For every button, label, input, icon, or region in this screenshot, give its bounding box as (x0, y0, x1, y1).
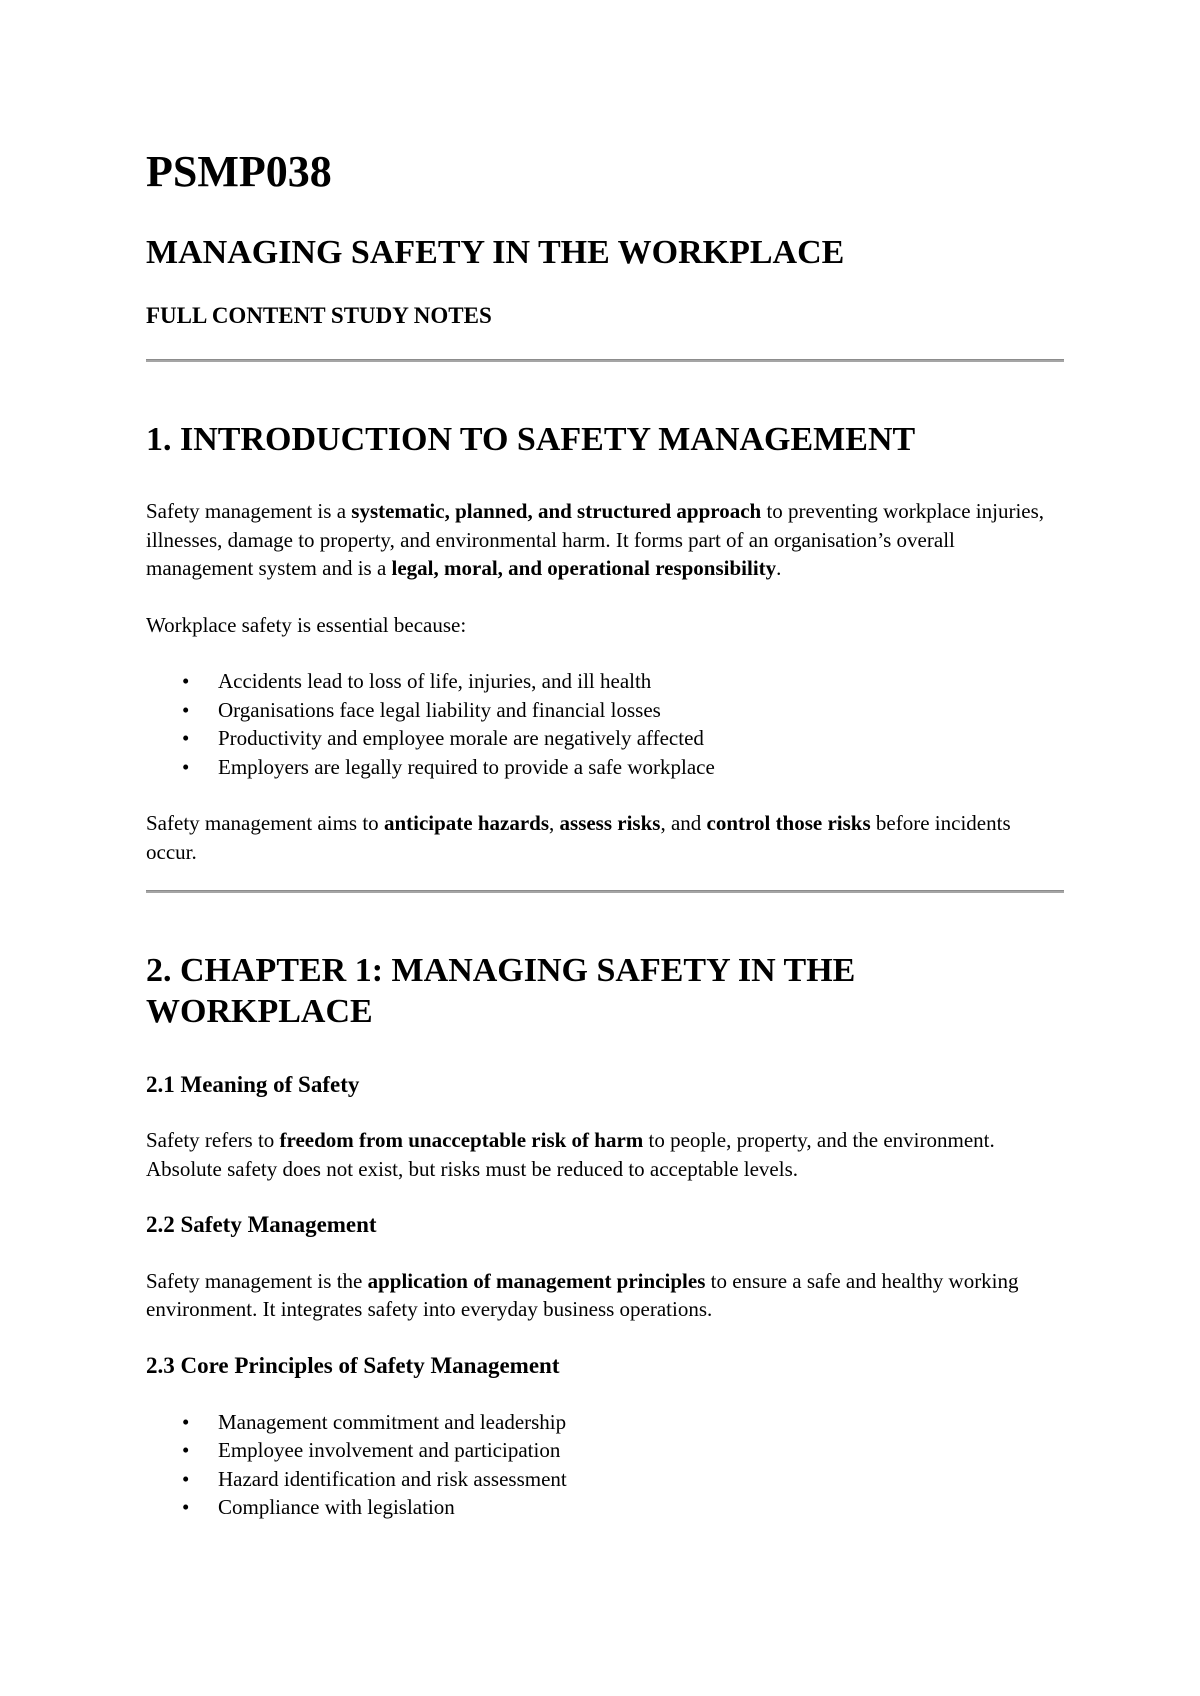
text-run: before incidents occur. (146, 811, 1011, 864)
section-1-bullet-list (146, 667, 1064, 781)
bullet-icon: • (182, 1409, 190, 1434)
document-code: PSMP038 (146, 147, 332, 196)
list-item (146, 1465, 1064, 1494)
bold-run: systematic, planned, and structured approach (351, 499, 762, 524)
list-item (146, 753, 1064, 782)
document-title: MANAGING SAFETY IN THE WORKPLACE (146, 234, 845, 271)
bullet-icon: • (182, 697, 190, 722)
list-item-text: Employee involvement and participation (218, 1438, 561, 1463)
bold-run: control those risks (706, 811, 871, 836)
list-item-text: Hazard identification and risk assessment (218, 1466, 567, 1491)
text-run: , (549, 811, 560, 836)
list-item-text: Accidents lead to loss of life, injuries, and ill health (218, 669, 652, 694)
list-item-text: Employers are legally required to provide a safe workplace (218, 754, 715, 779)
bold-run: legal, moral, and operational responsibility (391, 556, 777, 581)
section-1-paragraph-2: Workplace safety is essential because: (146, 612, 467, 637)
subsection-2-3-heading: 2.3 Core Principles of Safety Management (146, 1352, 560, 1378)
horizontal-rule (146, 890, 1064, 893)
list-item (146, 1408, 1064, 1437)
list-item (146, 724, 1064, 753)
subsection-2-1-paragraph (146, 1126, 1064, 1183)
bullet-icon: • (182, 1495, 190, 1520)
text-run: to people, property, and the environment. Absolute safety does not exist, but risks must be reduced to acceptable levels. (146, 1128, 995, 1181)
section-1-heading: 1. INTRODUCTION TO SAFETY MANAGEMENT (146, 421, 916, 459)
text-run: Safety management aims to (146, 811, 384, 836)
bullet-icon: • (182, 726, 190, 751)
list-item-text: Organisations face legal liability and financial losses (218, 697, 661, 722)
list-item-text: Productivity and employee morale are negatively affected (218, 726, 704, 751)
text-run: . (776, 556, 782, 581)
text-run: to ensure a safe and healthy working environment. It integrates safety into everyday business operations. (146, 1268, 1019, 1322)
subsection-2-1-heading: 2.1 Meaning of Safety (146, 1071, 360, 1097)
bullet-icon: • (182, 669, 190, 694)
subsection-2-2-paragraph (146, 1267, 1064, 1324)
horizontal-rule (146, 359, 1064, 362)
bold-run: application of management principles (367, 1268, 706, 1293)
section-2-heading: 2. CHAPTER 1: MANAGING SAFETY IN THE WORKPLACE (146, 952, 856, 1030)
subsection-2-2-heading: 2.2 Safety Management (146, 1212, 377, 1238)
list-item-text: Management commitment and leadership (218, 1409, 567, 1434)
text-run: Safety refers to (146, 1128, 280, 1153)
section-1-paragraph-1 (146, 497, 1064, 583)
list-item (146, 1436, 1064, 1465)
section-1-paragraph-3 (146, 809, 1064, 866)
bullet-icon: • (182, 1438, 190, 1463)
bullet-icon: • (182, 754, 190, 779)
text-run: , and (660, 811, 707, 836)
list-item (146, 667, 1064, 696)
bold-run: freedom from unacceptable risk of harm (279, 1128, 644, 1153)
bold-run: anticipate hazards (383, 811, 550, 836)
bold-run: assess risks (559, 811, 661, 836)
text-run: Safety management is the (146, 1268, 368, 1293)
list-item (146, 1493, 1064, 1522)
bullet-icon: • (182, 1466, 190, 1491)
text-run: Safety management is a (146, 499, 352, 524)
subsection-2-3-bullet-list (146, 1408, 1064, 1522)
document-page (146, 147, 1064, 1550)
list-item (146, 696, 1064, 725)
list-item-text: Compliance with legislation (218, 1495, 455, 1520)
text-run: to preventing workplace injuries, illnesses, damage to property, and environmental harm. It forms part of an organisation’s overall management system and is a (146, 499, 1045, 581)
document-subtitle: FULL CONTENT STUDY NOTES (146, 303, 492, 329)
